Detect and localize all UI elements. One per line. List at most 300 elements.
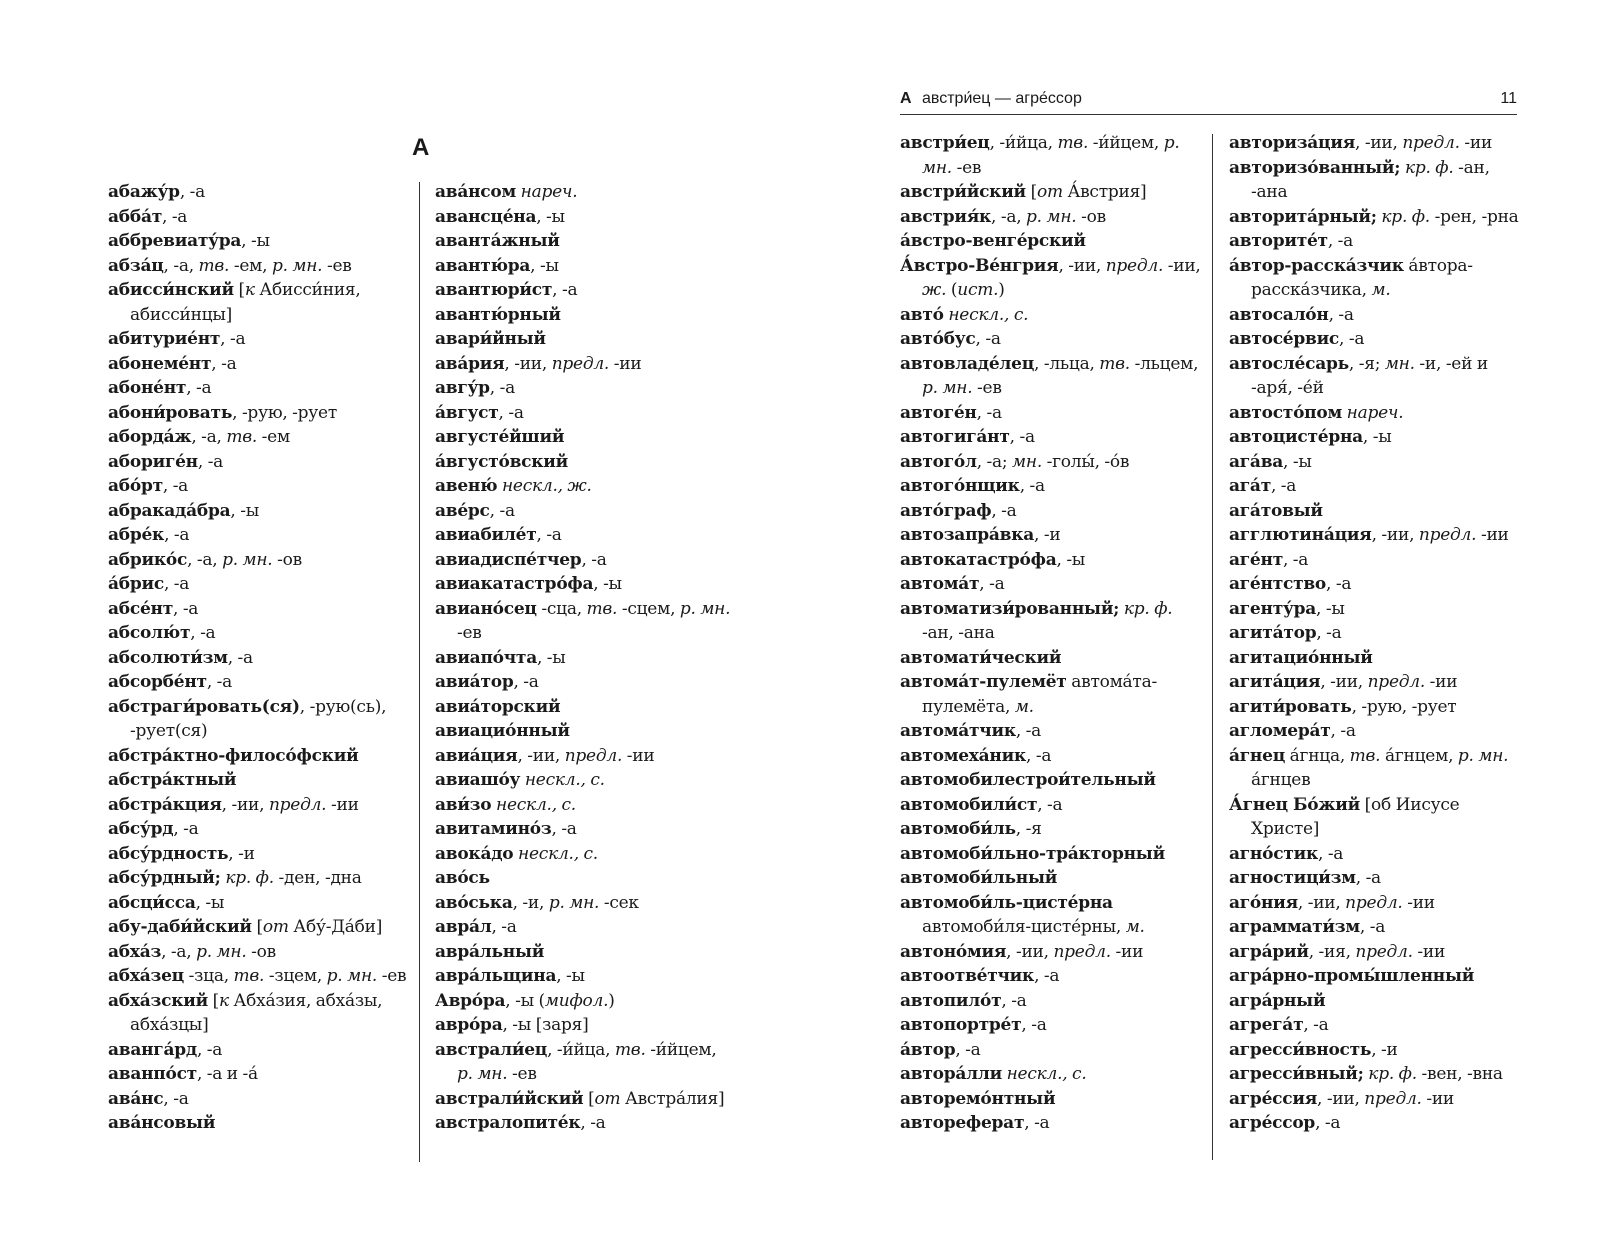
dictionary-entry: авансце́на, -ы	[435, 206, 565, 227]
headword: або́рт	[108, 476, 163, 496]
headword: абоне́нт	[108, 378, 187, 398]
entry-text: -а	[173, 1088, 189, 1109]
dictionary-entry: авгу́р, -а	[435, 378, 515, 398]
dictionary-entry: аво́ська, -и, р. мн. -сек	[435, 892, 639, 913]
dictionary-column-left-1	[108, 180, 408, 1136]
dictionary-entry	[108, 744, 408, 769]
running-head-range: австри́ец — агре́ссор	[922, 90, 1082, 107]
headword: автомобили́ст	[900, 794, 1038, 815]
entry-text: -а	[546, 525, 562, 545]
dictionary-entry: авториза́ция, -ии, предл. -ии	[1229, 133, 1493, 153]
dictionary-entry: австралопите́к, -а	[435, 1113, 606, 1133]
entry-text: -а	[1011, 990, 1027, 1011]
headword: ава́нсовый	[108, 1113, 216, 1133]
entry-text: -а и -а́	[206, 1064, 258, 1084]
dictionary-entry	[435, 597, 735, 646]
headword: автого́нщик	[900, 476, 1020, 496]
headword: авторите́т	[1229, 231, 1328, 251]
headword: автосе́рвис	[1229, 329, 1340, 349]
entry-text: -ем,	[229, 255, 272, 276]
entry-text: -ы	[1066, 549, 1086, 570]
headword: автоно́мия	[900, 941, 1007, 962]
headword: авро́ра	[435, 1015, 503, 1035]
entry-text: -а	[216, 672, 233, 692]
grammar-label: тв.	[226, 427, 258, 447]
dictionary-entry: а́брис, -а	[108, 574, 190, 594]
headword: авиадиспе́тчер	[435, 549, 582, 570]
headword: абсорбе́нт	[108, 672, 207, 692]
headword: автомеха́ник	[900, 745, 1027, 766]
headword: абрико́с	[108, 549, 188, 570]
entry-text: Абисси́ния, абисси́нцы]	[130, 280, 361, 325]
headword: ага́товый	[1229, 500, 1323, 521]
dictionary-entry: агно́стик, -а	[1229, 843, 1344, 864]
headword: авторизо́ванный;	[1229, 157, 1401, 178]
dictionary-entry	[900, 891, 1205, 940]
headword: агра́рный	[1229, 990, 1326, 1011]
grammar-label: р. мн.	[548, 892, 600, 913]
dictionary-entry	[108, 989, 408, 1038]
headword: автоге́н	[900, 402, 977, 423]
headword: абстраги́ровать(ся)	[108, 696, 300, 717]
headword: авра́льный	[435, 941, 545, 962]
entry-text: -а,	[170, 941, 197, 962]
entry-text: -а,	[1000, 206, 1027, 227]
headword: авари́йный	[435, 329, 546, 349]
headword: аго́ния	[1229, 892, 1298, 913]
headword: абха́зский	[108, 990, 208, 1011]
grammar-label: предл.	[1364, 1088, 1422, 1109]
entry-text: -ии	[1421, 1088, 1455, 1109]
entry-text: -рую(сь), -рует(ся)	[130, 696, 387, 741]
dictionary-entry	[435, 793, 735, 818]
entry-text: )	[998, 280, 1005, 300]
entry-text: -а	[986, 402, 1002, 423]
headword: агглютина́ция	[1229, 525, 1372, 545]
dictionary-entry	[435, 327, 735, 352]
dictionary-entry: автокатастро́фа, -ы	[900, 549, 1086, 570]
headword: авиано́сец	[435, 598, 537, 619]
headword: а́брис	[108, 574, 164, 594]
dictionary-entry: аге́нт, -а	[1229, 549, 1309, 570]
dictionary-entry	[1229, 1062, 1529, 1087]
headword: агитацио́нный	[1229, 647, 1373, 668]
dictionary-entry: авиа́тор, -а	[435, 672, 539, 692]
entry-text: -ден, -дна	[273, 868, 362, 888]
entry-text: -ов	[246, 941, 276, 962]
entry-text: -а	[1292, 549, 1309, 570]
entry-text: -ии,	[514, 353, 552, 374]
grammar-label: тв.	[1057, 133, 1089, 153]
dictionary-entry	[900, 1062, 1205, 1087]
grammar-label: нескл., ж.	[501, 476, 592, 496]
dictionary-entry: агита́тор, -а	[1229, 623, 1342, 643]
entry-text: -а,	[173, 255, 199, 276]
grammar-label: нареч.	[520, 182, 578, 202]
dictionary-entry: агита́ция, -ии, предл. -ии	[1229, 672, 1458, 692]
entry-text: -а;	[986, 451, 1013, 472]
entry-text: [	[207, 990, 219, 1011]
entry-text: -а	[200, 623, 216, 643]
running-head	[900, 86, 1517, 115]
dictionary-entry: абстраги́ровать(ся), -рую(сь), -рует(ся)	[108, 696, 387, 741]
headword: автореферат	[900, 1113, 1025, 1133]
headword: абстра́ктный	[108, 770, 237, 790]
dictionary-entry: абсорбе́нт, -а	[108, 672, 233, 692]
dictionary-entry: автомеха́ник, -а	[900, 745, 1052, 766]
entry-text: -а	[183, 819, 199, 839]
dictionary-entry: автоно́мия, -ии, предл. -ии	[900, 941, 1144, 962]
headword: агра́рий	[1229, 941, 1309, 962]
grammar-label: кр. ф.	[225, 868, 274, 888]
entry-text: -а	[561, 819, 577, 839]
dictionary-entry: агра́рий, -ия, предл. -ии	[1229, 941, 1446, 962]
entry-text: -а	[189, 182, 206, 202]
dictionary-entry: австри́ец, -и́йца, тв. -и́йцем, р. мн. -ев	[900, 133, 1180, 178]
entry-text: -и,	[522, 892, 549, 913]
entry-text: -ы	[240, 500, 259, 521]
headword: абсу́рд	[108, 819, 174, 839]
entry-text: -а	[1324, 1113, 1341, 1133]
grammar-label: нескл., с.	[496, 794, 576, 815]
headword: августе́йший	[435, 427, 565, 447]
dictionary-entry: автогига́нт, -а	[900, 427, 1035, 447]
entry-text: -и	[1043, 525, 1061, 545]
dictionary-entry	[1229, 401, 1529, 426]
entry-text: -а	[1313, 1015, 1329, 1035]
entry-text: -а	[173, 525, 190, 545]
dictionary-entry: автоотве́тчик, -а	[900, 966, 1060, 986]
grammar-label: м.	[1125, 917, 1145, 937]
grammar-label: р. мн.	[457, 1064, 508, 1084]
dictionary-entry: абсолюти́зм, -а	[108, 647, 253, 668]
entry-text: -ии	[1459, 133, 1493, 153]
headword: агра́рно-промы́шленный	[1229, 966, 1475, 986]
entry-text: [	[251, 917, 263, 937]
entry-text: -а	[172, 476, 189, 496]
headword: авиашо́у	[435, 770, 521, 790]
letter-heading: А	[412, 134, 430, 161]
dictionary-entry: авантю́ра, -ы	[435, 255, 559, 276]
entry-text: -я	[1025, 819, 1042, 839]
headword: автопортре́т	[900, 1015, 1022, 1035]
entry-text: -зца,	[183, 966, 234, 986]
headword: автосле́сарь	[1229, 353, 1349, 374]
headword: ави́зо	[435, 794, 492, 815]
headword: автомоби́ль-цисте́рна	[900, 892, 1113, 913]
dictionary-entry: абонеме́нт, -а	[108, 353, 237, 374]
dictionary-entry	[435, 866, 735, 891]
headword: автосто́пом	[1229, 402, 1342, 423]
headword: автоотве́тчик	[900, 966, 1035, 986]
entry-text: А́встрия]	[1062, 182, 1147, 202]
dictionary-entry: А́встро-Ве́нгрия, -ии, предл. -ии, ж. (ист.)	[900, 255, 1201, 300]
headword: агенту́ра	[1229, 598, 1317, 619]
headword: абориге́н	[108, 451, 198, 472]
headword: агно́стик	[1229, 843, 1318, 864]
entry-text: -а	[1326, 623, 1342, 643]
headword: автома́т-пулемёт	[900, 672, 1067, 692]
entry-text: -и́йцем,	[645, 1039, 717, 1060]
dictionary-entry: автомобили́ст, -а	[900, 794, 1063, 815]
entry-text: -а	[1047, 794, 1063, 815]
dictionary-entry: агре́ссор, -а	[1229, 1113, 1341, 1133]
headword: Авро́ра	[435, 990, 506, 1011]
entry-text: -а	[1335, 574, 1352, 594]
headword: автора́лли	[900, 1064, 1002, 1084]
dictionary-entry: автого́нщик, -а	[900, 476, 1045, 496]
headword: авгу́р	[435, 378, 490, 398]
headword: автозапра́вка	[900, 525, 1035, 545]
headword: а́гнец	[1229, 745, 1286, 766]
entry-text: -я;	[1358, 353, 1385, 374]
grammar-label: от	[1036, 182, 1063, 202]
entry-text: -ов	[272, 549, 302, 570]
headword: агита́тор	[1229, 623, 1317, 643]
dictionary-entry	[435, 695, 735, 720]
grammar-label: кр. ф.	[1368, 1064, 1417, 1084]
entry-text: -ии	[622, 745, 655, 766]
entry-text: [	[233, 280, 245, 300]
headword: абсци́сса	[108, 892, 196, 913]
grammar-label: предл.	[1345, 892, 1403, 913]
dictionary-entry: а́втор, -а	[900, 1039, 981, 1060]
headword: авиа́торский	[435, 696, 561, 717]
entry-text: -голы́, -о́в	[1041, 451, 1130, 472]
headword: абажу́р	[108, 182, 180, 202]
headword: автоцисте́рна	[1229, 427, 1363, 447]
headword: автома́тчик	[900, 721, 1016, 741]
dictionary-entry	[1229, 499, 1529, 524]
entry-text: -сцем,	[617, 598, 680, 619]
dictionary-entry: абрико́с, -а, р. мн. -ов	[108, 549, 302, 570]
dictionary-column-right-2	[1229, 131, 1529, 1136]
grammar-label: р. мн.	[326, 966, 378, 986]
headword: ага́т	[1229, 476, 1271, 496]
dictionary-entry	[108, 866, 408, 891]
entry-text: Абу́-Да́би]	[288, 917, 383, 937]
dictionary-entry: абстра́кция, -ии, предл. -ии	[108, 794, 359, 815]
headword: австри́йский	[900, 182, 1026, 202]
grammar-label: нескл., с.	[518, 843, 598, 864]
entry-text: -ии	[1476, 525, 1509, 545]
grammar-label: нескл., с.	[948, 304, 1029, 325]
entry-text: а́гнцев	[1251, 770, 1311, 790]
headword: аборда́ж	[108, 427, 192, 447]
dictionary-entry	[900, 768, 1205, 793]
entry-text: -а	[1029, 476, 1045, 496]
entry-text: -ии,	[1326, 1088, 1365, 1109]
headword: а́вгуст	[435, 402, 499, 423]
entry-text: -а	[1025, 721, 1042, 741]
entry-text: -рую, -рует	[241, 402, 338, 423]
entry-text: -ы [заря]	[512, 1015, 589, 1035]
dictionary-entry	[900, 842, 1205, 867]
entry-text: -а	[1280, 476, 1297, 496]
entry-text: -а	[1337, 231, 1354, 251]
entry-text: -а	[1338, 304, 1354, 325]
dictionary-entry: авиабиле́т, -а	[435, 525, 562, 545]
dictionary-entry: а́вгуст, -а	[435, 402, 524, 423]
grammar-label: кр. ф.	[1381, 206, 1430, 227]
dictionary-entry: аванга́рд, -а	[108, 1039, 223, 1060]
dictionary-entry: ава́рия, -ии, предл. -ии	[435, 353, 642, 374]
entry-text: автома́та-пулемёта,	[922, 672, 1157, 717]
dictionary-entry	[435, 842, 735, 867]
right-page	[810, 0, 1620, 1258]
headword: агити́ровать	[1229, 696, 1352, 717]
dictionary-entry	[900, 229, 1205, 254]
headword: А́встро-Ве́нгрия	[900, 255, 1059, 276]
entry-text: а́гнцем,	[1380, 745, 1458, 766]
entry-text: -а	[1043, 966, 1060, 986]
headword: авра́льщина	[435, 966, 557, 986]
headword: агре́ссия	[1229, 1088, 1318, 1109]
dictionary-entry	[900, 866, 1205, 891]
grammar-label: тв.	[1099, 353, 1130, 374]
entry-text: -ии,	[231, 794, 269, 815]
dictionary-entry	[435, 180, 735, 205]
entry-text: -и́йцем,	[1088, 133, 1164, 153]
dictionary-entry: авторите́т, -а	[1229, 231, 1354, 251]
dictionary-entry: абсу́рд, -а	[108, 819, 199, 839]
entry-text: -ии,	[1068, 255, 1106, 276]
entry-text: -ы	[546, 206, 565, 227]
grammar-label: тв.	[198, 255, 230, 276]
headword: авиапо́чта	[435, 647, 537, 668]
grammar-label: тв.	[586, 598, 618, 619]
grammar-label: предл.	[551, 353, 610, 374]
grammar-label: р. мн.	[222, 549, 273, 570]
dictionary-entry	[435, 768, 735, 793]
headword: автосало́н	[1229, 304, 1329, 325]
entry-text: [	[1025, 182, 1037, 202]
grammar-label: р. мн.	[196, 941, 247, 962]
entry-text: -ев	[377, 966, 407, 986]
headword: авиа́тор	[435, 672, 514, 692]
headword: автопило́т	[900, 990, 1002, 1011]
entry-text: -ии	[1402, 892, 1435, 913]
entry-text: -а	[591, 549, 607, 570]
grammar-label: р. мн.	[922, 378, 973, 398]
headword: австрия́к	[900, 206, 992, 227]
headword: австрали́ец	[435, 1039, 548, 1060]
dictionary-entry: авитамино́з, -а	[435, 819, 577, 839]
headword: аве́рс	[435, 500, 490, 521]
dictionary-entry: автореферат, -а	[900, 1113, 1050, 1133]
dictionary-entry: авто́бус, -а	[900, 329, 1001, 349]
headword: абсе́нт	[108, 598, 173, 619]
dictionary-entry	[108, 1111, 408, 1136]
entry-text: -а	[501, 917, 517, 937]
entry-text: -ы	[1325, 598, 1345, 619]
dictionary-entry	[435, 450, 735, 475]
grammar-label: ж.	[922, 280, 947, 300]
dictionary-entry	[1229, 793, 1529, 842]
dictionary-entry: ага́т, -а	[1229, 476, 1297, 496]
headword: автогига́нт	[900, 427, 1010, 447]
dictionary-entry	[1229, 964, 1529, 989]
dictionary-entry: ава́нс, -а	[108, 1088, 189, 1109]
entry-text: -а	[1034, 1113, 1050, 1133]
entry-text: а́втора-расска́зчика,	[1251, 255, 1473, 300]
dictionary-entry: авиапо́чта, -ы	[435, 647, 566, 668]
dictionary-entry	[1229, 205, 1529, 230]
headword: агностици́зм	[1229, 868, 1356, 888]
dictionary-entry	[900, 180, 1205, 205]
entry-text: -ев	[322, 255, 352, 276]
entry-text: автомоби́ля-цисте́рны,	[922, 917, 1126, 937]
dictionary-entry: автозапра́вка, -и	[900, 525, 1061, 545]
headword: авиакатастро́фа	[435, 574, 594, 594]
dictionary-entry	[108, 278, 408, 327]
dictionary-entry: авиакатастро́фа, -ы	[435, 574, 622, 594]
dictionary-entry: абсолю́т, -а	[108, 623, 216, 643]
headword: ава́нсом	[435, 182, 516, 202]
column-divider	[1212, 134, 1213, 1160]
grammar-label: м.	[1371, 280, 1391, 300]
entry-text: -ев	[507, 1064, 537, 1084]
dictionary-entry: аго́ния, -ии, предл. -ии	[1229, 892, 1435, 913]
headword: авансце́на	[435, 206, 537, 227]
entry-text: -а	[989, 574, 1005, 594]
dictionary-entry: автома́тчик, -а	[900, 721, 1042, 741]
dictionary-entry: абоне́нт, -а	[108, 378, 212, 398]
grammar-label: кр. ф.	[1123, 598, 1173, 619]
entry-text: -а	[499, 378, 515, 398]
grammar-label: р. мн.	[1457, 745, 1509, 766]
headword: авторемо́нтный	[900, 1088, 1056, 1109]
dictionary-entry	[1229, 989, 1529, 1014]
dictionary-entry	[435, 303, 735, 328]
entry-text: -рую, -рует	[1361, 696, 1457, 717]
running-head-letter: А	[900, 90, 912, 107]
entry-text: -а	[182, 598, 199, 619]
headword: авока́до	[435, 843, 514, 864]
headword: ава́рия	[435, 353, 505, 374]
entry-text: -а	[985, 329, 1001, 349]
headword: абитурие́нт	[108, 329, 221, 349]
dictionary-entry: автоге́н, -а	[900, 402, 1002, 423]
headword: агита́ция	[1229, 672, 1321, 692]
dictionary-entry	[108, 768, 408, 793]
dictionary-entry: агре́ссия, -ии, предл. -ии	[1229, 1088, 1455, 1109]
grammar-label: нескл., с.	[1006, 1064, 1087, 1084]
headword: автомоби́льный	[900, 868, 1058, 888]
entry-text: -льца,	[1043, 353, 1100, 374]
headword: абисси́нский	[108, 280, 234, 300]
entry-text: -ем	[257, 427, 290, 447]
headword: авто́	[900, 304, 944, 325]
dictionary-entry: автосле́сарь, -я; мн. -и, -ей и -аря́, -е́й	[1229, 353, 1488, 398]
entry-text: -и́йца,	[556, 1039, 615, 1060]
page-number: 11	[1500, 90, 1517, 107]
entry-text: -ия,	[1318, 941, 1356, 962]
entry-text: -зцем,	[264, 966, 327, 986]
dictionary-entry: Авро́ра, -ы (мифол.)	[435, 990, 615, 1011]
dictionary-entry: авро́ра, -ы [заря]	[435, 1015, 589, 1035]
headword: аво́сь	[435, 868, 490, 888]
dictionary-entry	[435, 425, 735, 450]
dictionary-entry	[108, 915, 408, 940]
headword: авиацио́нный	[435, 721, 570, 741]
entry-text: -а	[561, 280, 578, 300]
entry-text: -а	[173, 574, 190, 594]
headword: ава́нс	[108, 1088, 164, 1109]
dictionary-entry	[900, 597, 1205, 646]
grammar-label: нескл., с.	[524, 770, 605, 790]
headword: абха́з	[108, 941, 162, 962]
